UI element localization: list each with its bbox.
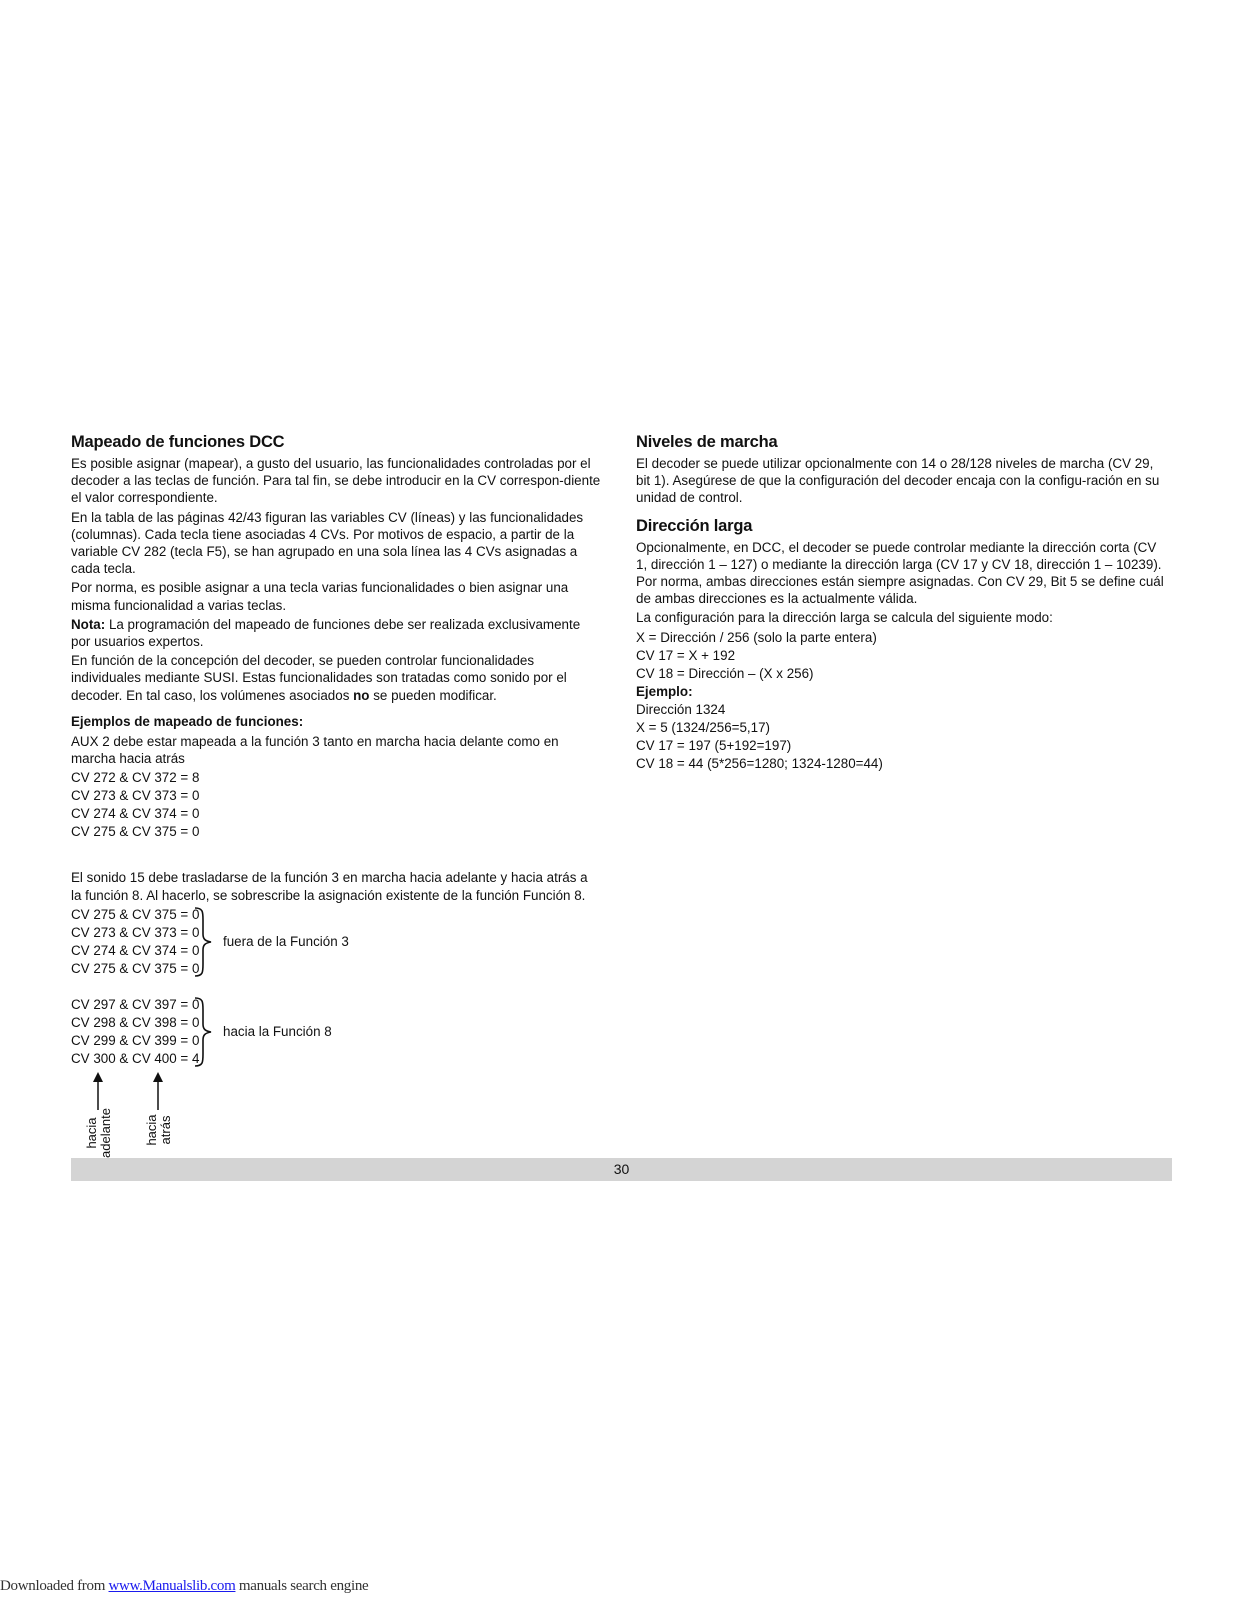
cv-line: CV 275 & CV 375 = 0 [71,960,200,976]
cv-line: CV 273 & CV 373 = 0 [71,788,200,804]
curly-brace-icon [191,906,217,978]
download-watermark [0,1578,368,1595]
example-2-text: El sonido 15 debe trasladarse de la función 3 en marcha hacia adelante y hacia atrás a la función 8. Al hacerlo, se sobrescribe la asignación existente de la función Función 8. [71,870,588,903]
section-title-speed-steps: Niveles de marcha [636,433,778,451]
page-number: 30 [613,1161,630,1177]
emphasis-no: no [353,687,370,703]
example-line: X = 5 (1324/256=5,17) [636,719,771,735]
right-column [636,432,1166,773]
examples-heading: Ejemplos de mapeado de funciones: [71,713,304,729]
cv-line: CV 300 & CV 400 = 4 [71,1050,200,1066]
cv-line: CV 298 & CV 398 = 0 [71,1014,200,1030]
direction-arrows [71,1070,601,1168]
section-title-function-mapping: Mapeado de funciones DCC [71,433,285,451]
paragraph-text: se pueden modificar. [369,687,497,703]
curly-brace-icon [191,996,217,1068]
paragraph: La configuración para la dirección larga se calcula del siguiente modo: [636,610,1053,626]
paragraph: Opcionalmente, en DCC, el decoder se puede controlar mediante la dirección corta (CV 1, dirección 1 – 127) o mediante la dirección larga (CV 17 y CV 18, dirección 1 – 10239). Por norma, ambas direcciones están siempre asignadas. Con CV 29, Bit 5 se define cuál de ambas direcciones es la actualmente válida. [636,539,1164,607]
note-label: Nota: [71,616,106,632]
manualslib-link[interactable]: www.Manualslib.com [108,1578,236,1594]
arrow-label-line: atrás [158,1115,173,1145]
left-column [71,432,601,1168]
arrow-label-forward [85,1100,113,1166]
formula-line: X = Dirección / 256 (solo la parte entera) [636,629,877,645]
cv-line: CV 297 & CV 397 = 0 [71,996,200,1012]
page-footer-bar [71,1158,1172,1181]
paragraph: El decoder se puede utilizar opcionalmente con 14 o 28/128 niveles de marcha (CV 29, bit 1). Asegúrese de que la configuración del decoder encaja con la configu-ración en su unidad de control. [636,456,1160,506]
example-line: CV 18 = 44 (5*256=1280; 1324-1280=44) [636,755,883,771]
paragraph [71,652,601,704]
cv-line: CV 275 & CV 375 = 0 [71,824,200,840]
arrow-label-line: hacia [144,1114,159,1146]
paragraph: Por norma, es posible asignar a una tecla varias funcionalidades o bien asignar una misma funcionalidad a varias teclas. [71,580,569,613]
cv-group-out-function-3 [71,906,601,978]
formula-line: CV 17 = X + 192 [636,647,736,663]
watermark-suffix: manuals search engine [235,1578,369,1594]
cv-line: CV 274 & CV 374 = 0 [71,942,200,958]
paragraph: Es posible asignar (mapear), a gusto del usuario, las funcionalidades controladas por el decoder a las teclas de función. Para tal fin, se debe introducir en la CV correspon-diente el valor correspondiente. [71,456,601,506]
cv-line: CV 275 & CV 375 = 0 [71,906,200,922]
note-text: La programación del mapeado de funciones debe ser realizada exclusivamente por usuarios expertos. [71,616,581,650]
note-paragraph [71,616,601,650]
arrow-label-backward [145,1110,173,1150]
example-line: CV 17 = 197 (5+192=197) [636,737,792,753]
cv-line: CV 274 & CV 374 = 0 [71,806,200,822]
group-label: fuera de la Función 3 [223,933,349,949]
cv-line: CV 273 & CV 373 = 0 [71,924,200,940]
cv-group-to-function-8 [71,996,601,1068]
cv-line: CV 272 & CV 372 = 8 [71,770,200,786]
example-1-text: AUX 2 debe estar mapeada a la función 3 tanto en marcha hacia delante como en marcha hacia atrás [71,734,559,767]
paragraph-text: En función de la concepción del decoder, se pueden controlar funcionalidades individuales mediante SUSI. Estas funcionalidades son tratadas como sonido por el decoder. En tal caso, los volúmenes asociados [71,653,567,703]
example-line: Dirección 1324 [636,701,726,717]
watermark-prefix: Downloaded from [0,1578,109,1594]
arrow-label-line: adelante [98,1107,113,1158]
arrow-label-line: hacia [84,1117,99,1149]
section-title-long-address: Dirección larga [636,516,753,535]
formula-line: CV 18 = Dirección – (X x 256) [636,665,814,681]
group-label: hacia la Función 8 [223,1023,332,1039]
cv-line: CV 299 & CV 399 = 0 [71,1032,200,1048]
paragraph: En la tabla de las páginas 42/43 figuran las variables CV (líneas) y las funcionalidades (columnas). Cada tecla tiene asociadas 4 CVs. Por motivos de espacio, a partir de la variable CV 282 (tecla F5), se han agrupado en una sola línea las 4 CVs asignadas a cada tecla. [71,509,584,577]
example-label: Ejemplo: [636,683,693,699]
